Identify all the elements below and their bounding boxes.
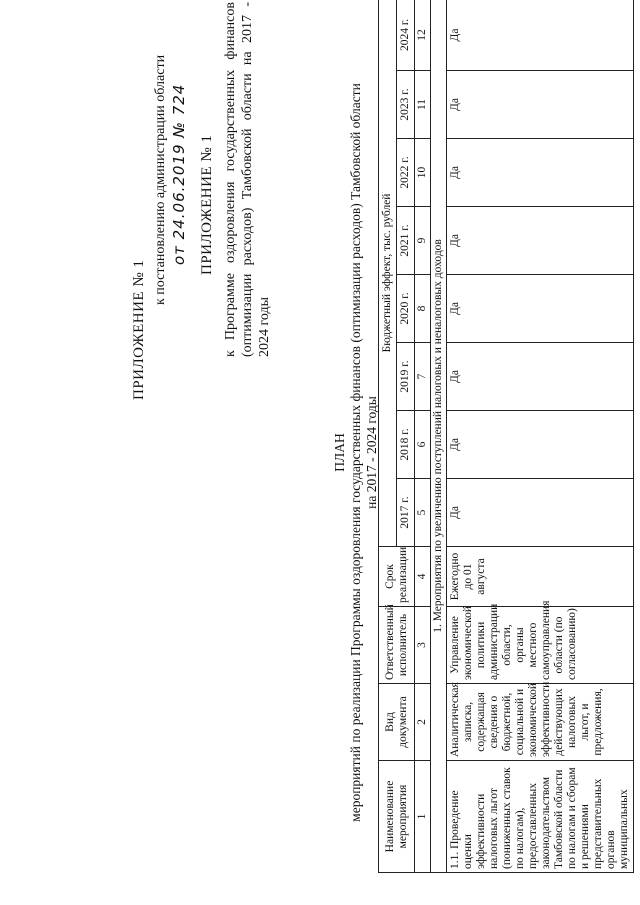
effect-cell: Да [447,139,634,207]
plan-period: на 2017 - 2024 годы [364,396,379,509]
col-header-year: 2018 г. [397,411,415,479]
decree-date-number: от 24.06.2019 № 724 [170,83,188,265]
column-number: 9 [415,207,431,275]
col-header-term: Срок реализации [379,547,415,607]
column-number: 6 [415,411,431,479]
header-row [379,0,397,873]
col-header-year: 2017 г. [397,479,415,547]
term-cell: Ежегодно до 01 августа [447,547,634,607]
table-row [447,0,634,873]
program-appendix-text: к Программе оздоровления государственных финансов (оптимизации расходов) Тамбовской области на 2017 - 2024 годы [223,2,272,357]
executor-cell: Управление экономической политики администрации области, органы местного самоуправления области (по согласованию) [447,607,634,684]
effect-cell: Да [447,275,634,343]
section-title: 1. Мероприятия по увеличению поступлений налоговых и неналоговых доходов [431,0,447,873]
col-header-year: 2020 г. [397,275,415,343]
col-header-doc: Вид документа [379,684,415,761]
column-number: 5 [415,479,431,547]
plan-title: ПЛАН [332,433,347,472]
plan-subtitle: мероприятий по реализации Программы оздоровления государственных финансов (оптимизации расходов) Тамбовской области [348,83,363,822]
measure-name-cell: 1.1. Проведение оценки эффективности налоговых льгот (пониженных ставок по налогам), предоставленных законодательством Тамбовской области по налогам и сборам и решениями представительных органов муниципальных [447,761,634,873]
column-number: 8 [415,275,431,343]
column-number: 11 [415,71,431,139]
program-appendix-title: ПРИЛОЖЕНИЕ № 1 [199,134,215,275]
effect-cell: Да [447,479,634,547]
effect-cell: Да [447,411,634,479]
plan-heading [332,0,380,905]
col-header-year: 2023 г. [397,71,415,139]
plan-table [378,0,634,873]
effect-cell: Да [447,207,634,275]
decree-reference: к постановлению администрации области [153,54,168,305]
column-number-row [415,0,431,873]
col-header-year: 2022 г. [397,139,415,207]
col-header-year: 2021 г. [397,207,415,275]
appendix-title: ПРИЛОЖЕНИЕ № 1 [131,259,147,400]
section-row [431,0,447,873]
col-header-exec: Ответственный исполнитель [379,607,415,684]
column-number: 3 [415,607,431,684]
col-header-effect: Бюджетный эффект, тыс. рублей [379,0,397,547]
effect-cell: Да [447,343,634,411]
column-number: 7 [415,343,431,411]
document-type-cell: Аналитическая записка, содержащая сведения о бюджетной, социальной и экономической эффективности действующих налоговых льгот, и предложения, [447,684,634,761]
column-number: 2 [415,684,431,761]
column-number: 10 [415,139,431,207]
col-header-year: 2019 г. [397,343,415,411]
col-header-year: 2024 г. [397,0,415,71]
column-number: 12 [415,0,431,71]
column-number: 4 [415,547,431,607]
effect-cell: Да [447,71,634,139]
effect-cell: Да [447,0,634,71]
column-number: 1 [415,761,431,873]
col-header-name: Наименование мероприятия [379,761,415,873]
